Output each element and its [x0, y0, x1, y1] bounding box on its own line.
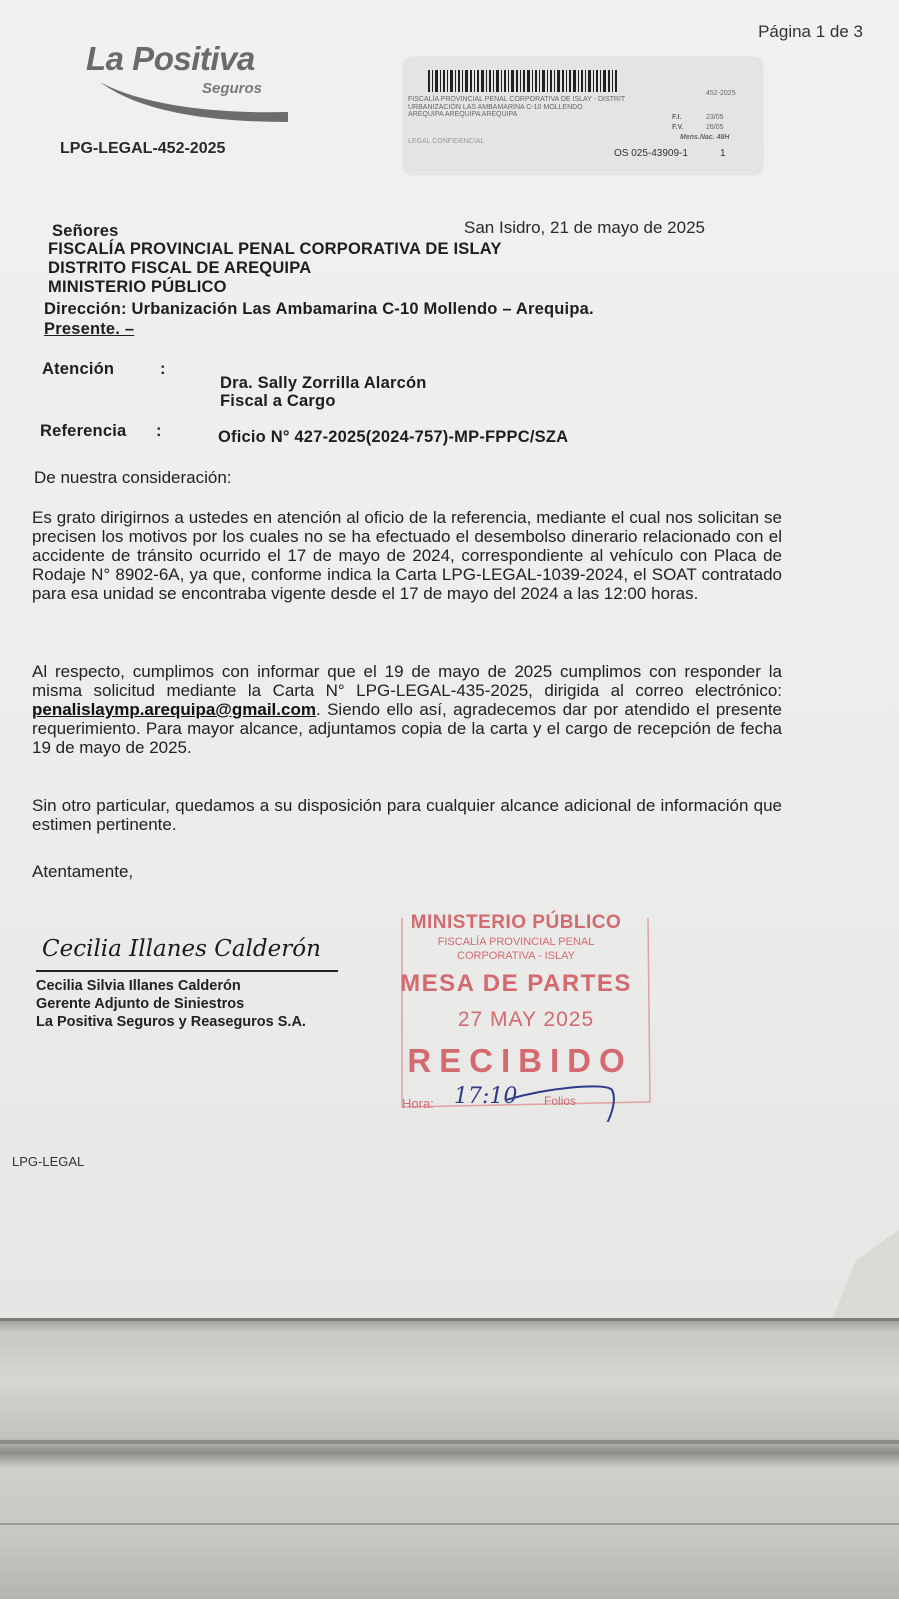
handwritten-signature: Cecilia Illanes Calderón [42, 936, 321, 962]
label-fi: F.I. [672, 114, 682, 121]
label-line-3: AREQUIPA AREQUIPA AREQUIPA [408, 111, 518, 118]
page-number: Página 1 de 3 [758, 22, 863, 41]
letter-date: San Isidro, 21 de mayo de 2025 [464, 218, 705, 237]
footer-code: LPG-LEGAL [12, 1154, 85, 1169]
window-sill-background [0, 1318, 899, 1599]
signature-line [36, 970, 338, 972]
label-os-number: OS 025-43909-1 [614, 148, 688, 159]
logo-swoosh-icon [100, 78, 290, 124]
stamp-line-4: MESA DE PARTES [400, 970, 632, 997]
stamp-hora-value: 17:10 [454, 1084, 518, 1109]
label-fv-date: 26/05 [706, 124, 724, 131]
paper-tear-icon [816, 1230, 899, 1330]
attention-label: Atención [42, 360, 115, 378]
addressee-line-2: DISTRITO FISCAL DE AREQUIPA [48, 259, 312, 277]
label-fv: F.V. [672, 124, 684, 131]
paragraph-2-start: Al respecto, cumplimos con informar que el 19 de mayo de 2025 cumplimos con responder la misma solicitud mediante la Carta N° LPG-LEGAL-435-2025, dirigida al correo electrónico: [32, 662, 782, 700]
paragraph-2 [32, 662, 782, 757]
signer-title: Gerente Adjunto de Siniestros [36, 996, 245, 1012]
greeting: De nuestra consideración: [34, 468, 232, 487]
stamp-line-2: FISCALÍA PROVINCIAL PENAL [437, 936, 595, 948]
reference-label: Referencia [40, 422, 127, 440]
label-line-2: URBANIZACIÓN LAS AMBAMARINA C-10 MOLLENDO [408, 104, 583, 111]
reference-code: LPG-LEGAL-452-2025 [60, 140, 226, 157]
barcode-icon [428, 70, 618, 92]
email-link[interactable]: penalislaymp.arequipa@gmail.com [32, 700, 316, 719]
closing: Atentamente, [32, 862, 134, 881]
salutation: Señores [52, 222, 119, 240]
attention-colon: : [160, 360, 166, 378]
address-line: Dirección: Urbanización Las Ambamarina C-10 Mollendo – Arequipa. [44, 300, 594, 318]
reference-value: Oficio N° 427-2025(2024-757)-MP-FPPC/SZA [218, 428, 569, 446]
stamp-folios-label: Folios [544, 1094, 577, 1108]
sill-groove-2 [0, 1523, 899, 1525]
attention-role: Fiscal a Cargo [220, 392, 336, 410]
addressee-line-1: FISCALÍA PROVINCIAL PENAL CORPORATIVA DE ISLAY [48, 240, 502, 258]
label-code: 452-2025 [706, 90, 736, 97]
reception-stamp [396, 912, 658, 1122]
label-fi-date: 23/05 [706, 114, 724, 121]
paragraph-3: Sin otro particular, quedamos a su disposición para cualquier alcance adicional de información que estimen pertinente. [32, 796, 782, 834]
sill-edge [0, 1318, 899, 1321]
signer-company: La Positiva Seguros y Reaseguros S.A. [36, 1014, 306, 1030]
addressee-line-3: MINISTERIO PÚBLICO [48, 278, 227, 296]
presente: Presente. – [44, 320, 135, 338]
stamp-date: 27 MAY 2025 [457, 1008, 595, 1031]
sill-groove-1 [0, 1440, 899, 1444]
stamp-status: RECIBIDO [407, 1042, 633, 1079]
reference-colon: : [156, 422, 162, 440]
stamp-line-3: CORPORATIVA - ISLAY [457, 950, 575, 962]
company-logo: La Positiva [86, 40, 255, 77]
signer-name: Cecilia Silvia Illanes Calderón [36, 978, 241, 994]
company-logo-subtext: Seguros [202, 80, 263, 97]
paragraph-1: Es grato dirigirnos a ustedes en atención al oficio de la referencia, mediante el cual nos solicitan se precisen los motivos por los cuales no se ha efectuado el desembolso dinerario relacionado con el accidente de tránsito ocurrido el 17 de mayo de 2024, correspondiente al vehículo con Placa de Rodaje N° 8902-6A, ya que, conforme indica la Carta LPG-LEGAL-1039-2024, el SOAT contratado para esa unidad se encontraba vigente desde el 17 de mayo del 2024 a las 12:00 horas. [32, 508, 782, 603]
label-line-1: FISCALÍA PROVINCIAL PENAL CORPORATIVA DE ISLAY - DISTRIT [408, 96, 626, 103]
label-legal-note: LEGAL CONFIDENCIAL [408, 138, 485, 145]
reception-label [404, 58, 762, 174]
paragraph-2-end: . Siendo ello así, agradecemos dar por atendido el presente requerimiento. Para mayor alcance, adjuntamos copia de la carta y el cargo de recepción de fecha 19 de mayo de 2025. [32, 700, 782, 757]
stamp-hora-label: Hora: [402, 1096, 434, 1111]
label-count: 1 [720, 148, 726, 159]
stamp-line-1: MINISTERIO PÚBLICO [410, 912, 622, 933]
attention-name: Dra. Sally Zorrilla Alarcón [220, 374, 427, 392]
label-service: Mens.Nac. 48H [680, 134, 730, 141]
